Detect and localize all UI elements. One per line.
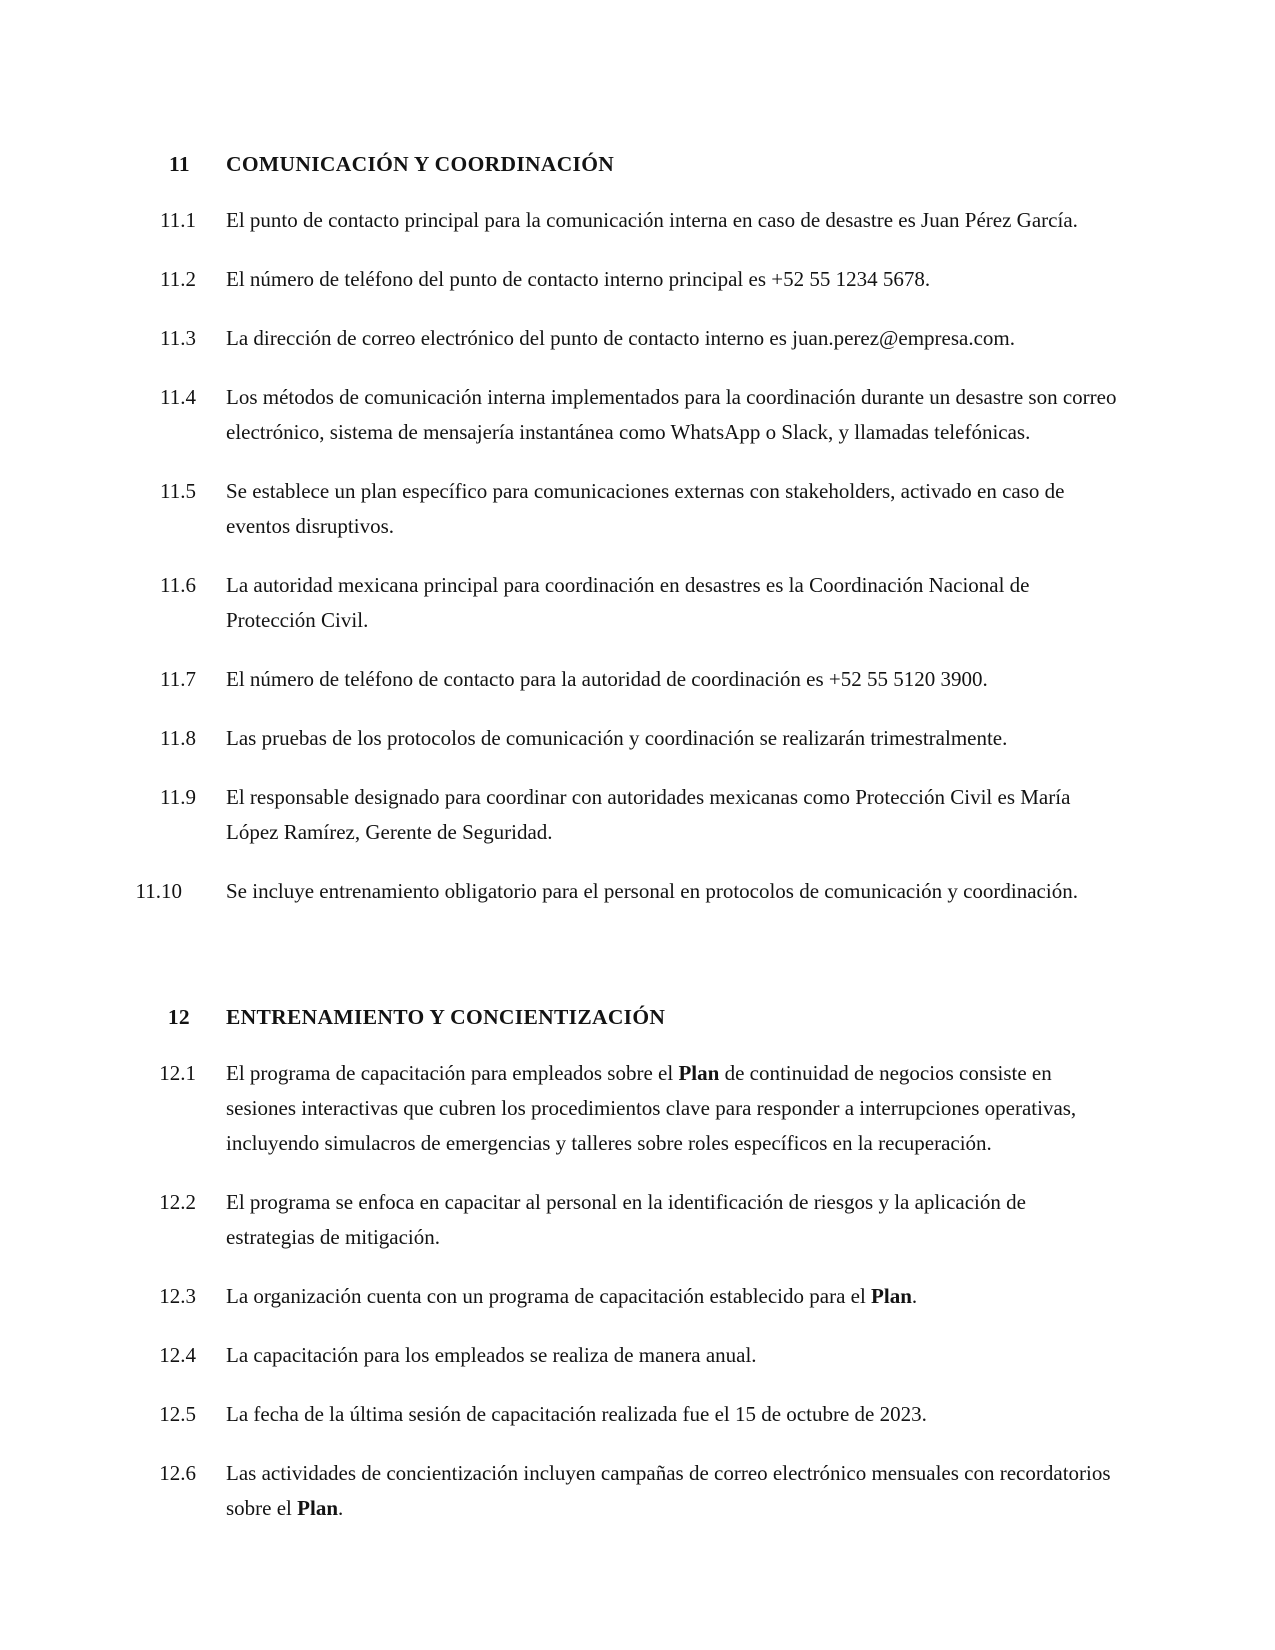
- clause-text: Las pruebas de los protocolos de comunicación y coordinación se realizarán trimestralmente.: [226, 726, 1008, 750]
- clause-text: El programa de capacitación para empleados sobre el Plan de continuidad de negocios consiste en sesiones interactivas que cubren los procedimientos clave para responder a interrupciones operativas, incluyendo simulacros de emergencias y talleres sobre roles específicos en la recuperación.: [226, 1061, 1077, 1155]
- clause-text: La capacitación para los empleados se realiza de manera anual.: [226, 1343, 757, 1367]
- clause-number: 11.4: [160, 385, 196, 409]
- section-title: COMUNICACIÓN Y COORDINACIÓN: [226, 152, 615, 176]
- clause-text: Los métodos de comunicación interna implementados para la coordinación durante un desastre son correo electrónico, sistema de mensajería instantánea como WhatsApp o Slack, y llamadas telefónicas.: [226, 385, 1117, 444]
- clause-12-4: [128, 1338, 1157, 1373]
- clause-12-6: [128, 1456, 1157, 1526]
- clause-text: La organización cuenta con un programa de capacitación establecido para el Plan.: [226, 1284, 918, 1308]
- section-heading-11: [128, 152, 1157, 177]
- clause-11-1: [128, 203, 1157, 238]
- section-number: 11: [169, 152, 190, 176]
- clause-number: 12.3: [159, 1284, 196, 1308]
- clause-number: 11.9: [160, 785, 196, 809]
- clause-text: La fecha de la última sesión de capacitación realizada fue el 15 de octubre de 2023.: [226, 1402, 927, 1426]
- clause-number: 12.2: [159, 1190, 196, 1214]
- clause-11-4: [128, 380, 1157, 450]
- clause-12-2: [128, 1185, 1157, 1255]
- clause-text: La dirección de correo electrónico del punto de contacto interno es juan.perez@empresa.com.: [226, 326, 1015, 350]
- clause-number: 11.8: [160, 726, 196, 750]
- clause-number: 11.2: [160, 267, 196, 291]
- clause-11-3: [128, 321, 1157, 356]
- clause-text: El punto de contacto principal para la comunicación interna en caso de desastre es Juan Pérez García.: [226, 208, 1078, 232]
- clause-number: 12.5: [159, 1402, 196, 1426]
- clause-number: 11.5: [160, 479, 196, 503]
- clause-text: El número de teléfono de contacto para la autoridad de coordinación es +52 55 5120 3900.: [226, 667, 988, 691]
- clause-number: 11.7: [160, 667, 196, 691]
- clause-11-2: [128, 262, 1157, 297]
- clause-text: Las actividades de concientización incluyen campañas de correo electrónico mensuales con recordatorios sobre el Plan.: [226, 1461, 1111, 1520]
- clause-11-9: [128, 780, 1157, 850]
- clause-number: 12.1: [159, 1061, 196, 1085]
- clause-11-10: [128, 874, 1157, 909]
- clause-number: 11.3: [160, 326, 196, 350]
- clause-number: 12.6: [159, 1461, 196, 1485]
- clause-number: 12.4: [159, 1343, 196, 1367]
- section-number: 12: [167, 1005, 190, 1029]
- clause-number: 11.10: [135, 879, 182, 903]
- clause-12-1: [128, 1056, 1157, 1161]
- clause-11-6: [128, 568, 1157, 638]
- clause-12-5: [128, 1397, 1157, 1432]
- clause-number: 11.6: [160, 573, 196, 597]
- section-spacer: [128, 933, 1157, 1005]
- clause-text: La autoridad mexicana principal para coordinación en desastres es la Coordinación Nacional de Protección Civil.: [226, 573, 1030, 632]
- clause-number: 11.1: [160, 208, 196, 232]
- clause-11-5: [128, 474, 1157, 544]
- clause-12-3: [128, 1279, 1157, 1314]
- clause-text: El programa se enfoca en capacitar al personal en la identificación de riesgos y la aplicación de estrategias de mitigación.: [226, 1190, 1026, 1249]
- clause-11-8: [128, 721, 1157, 756]
- clause-text: Se establece un plan específico para comunicaciones externas con stakeholders, activado en caso de eventos disruptivos.: [226, 479, 1065, 538]
- clause-11-7: [128, 662, 1157, 697]
- section-title: ENTRENAMIENTO Y CONCIENTIZACIÓN: [226, 1005, 666, 1029]
- clause-text: El número de teléfono del punto de contacto interno principal es +52 55 1234 5678.: [226, 267, 931, 291]
- section-heading-12: [128, 1005, 1157, 1030]
- clause-text: El responsable designado para coordinar con autoridades mexicanas como Protección Civil es María López Ramírez, Gerente de Seguridad.: [226, 785, 1071, 844]
- clause-text: Se incluye entrenamiento obligatorio para el personal en protocolos de comunicación y coordinación.: [226, 879, 1078, 903]
